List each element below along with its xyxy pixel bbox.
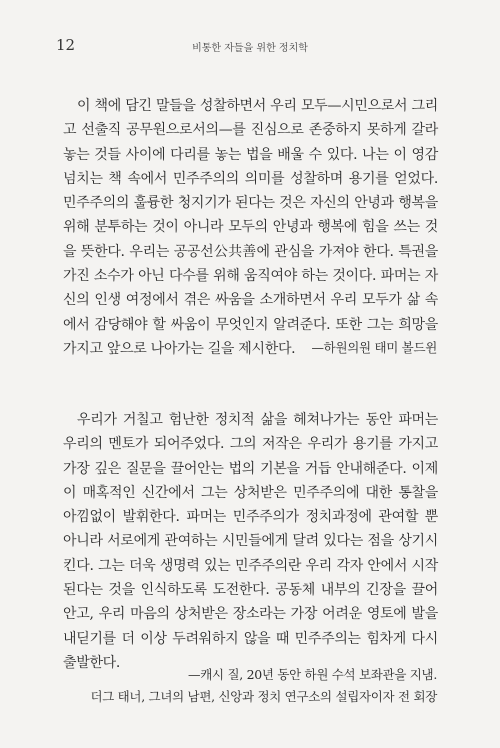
endorsement-quote-2	[63, 408, 438, 675]
quote-text: 이 책에 담긴 말들을 성찰하면서 우리 모두—시민으로서 그리고 선출직 공무원으로서의—를 진심으로 존중하지 못하게 갈라놓는 것들 사이에 다리를 놓는 법을 배울 수 있다. 나는 이 영감 넘치는 책 속에서 민주주의의 의미를 성찰하며 용기를 얻었다. 민주주의의 훌륭한 청지기가 된다는 것은 자신의 안녕과 행복을 위해 분투하는 것이 아니라 모두의 안녕과 행복에 힘을 쓰는 것을 뜻한다. 우리는 공공선公共善에 관심을 가져야 한다. 특권을 가진 소수가 아닌 다수를 위해 움직여야 하는 것이다. 파머는 자신의 인생 여정에서 겪은 싸움을 소개하면서 우리 모두가 삶 속에서 감당해야 할 싸움이 무엇인지 알려준다. 또한 그는 희망을 가지고 앞으로 나아가는 길을 제시한다.	[63, 98, 438, 357]
quote-attribution: —캐시 질, 20년 동안 하원 수석 보좌관을 지냄.	[188, 667, 437, 682]
endorsement-quote-1	[63, 94, 438, 361]
quote-text: 우리가 거칠고 험난한 정치적 삶을 헤쳐나가는 동안 파머는 우리의 멘토가 되어주었다. 그의 저작은 우리가 용기를 가지고 가장 깊은 질문을 끌어안는 법의 기본을 거듭 안내해준다. 이제 이 매혹적인 신간에서 그는 상처받은 민주주의에 대한 통찰을 아낌없이 발휘한다. 파머는 민주주의가 정치과정에 관여할 뿐 아니라 서로에게 관여하는 시민들에게 달려 있다는 점을 상기시킨다. 그는 더욱 생명력 있는 민주주의란 우리 각자 안에서 시작된다는 것을 인식하도록 도전한다. 공동체 내부의 긴장을 끌어안고, 우리 마음의 상처받은 장소라는 가장 어려운 영토에 발을 내딛기를 더 이상 두려워하지 않을 때 민주주의는 힘차게 다시 출발한다.	[63, 412, 438, 671]
page-number: 12	[56, 36, 76, 54]
page-header	[48, 36, 452, 56]
quote-attribution-secondary: 더그 태너, 그녀의 남편, 신앙과 정치 연구소의 설립자이자 전 회장	[90, 689, 437, 704]
quote-attribution: —하원의원 태미 볼드윈	[311, 340, 437, 355]
running-title: 비통한 자들을 위한 정치학	[192, 43, 308, 54]
